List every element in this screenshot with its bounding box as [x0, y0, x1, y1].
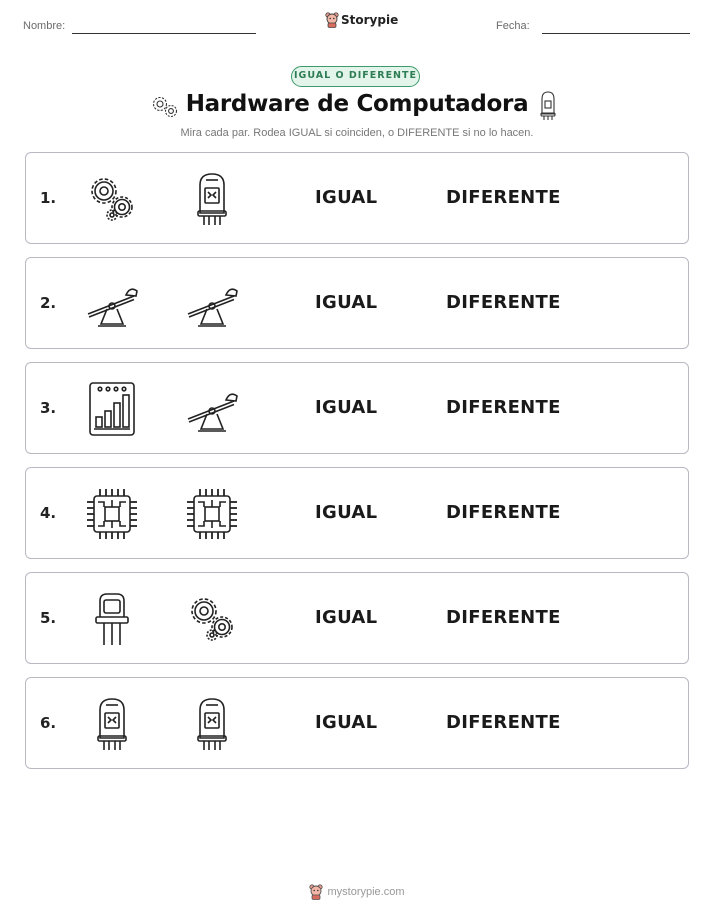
question-row	[25, 572, 689, 664]
question-number: 6.	[40, 714, 57, 732]
footer-site: mystorypie.com	[327, 886, 405, 898]
name-line[interactable]	[72, 33, 256, 34]
question-number: 2.	[40, 294, 57, 312]
lever-icon	[184, 381, 240, 437]
question-row	[25, 677, 689, 769]
bear-mascot-icon	[309, 884, 323, 900]
bear-mascot-icon	[325, 12, 339, 28]
question-row	[25, 362, 689, 454]
same-option[interactable]: IGUAL	[315, 502, 378, 523]
same-option[interactable]: IGUAL	[315, 607, 378, 628]
led-component-icon	[84, 591, 140, 647]
vacuum-tube-icon	[538, 90, 558, 122]
instructions: Mira cada par. Rodea IGUAL si coinciden, o DIFERENTE si no lo hacen.	[180, 127, 534, 139]
date-line[interactable]	[542, 33, 690, 34]
gears-icon	[184, 591, 240, 647]
date-label: Fecha:	[496, 20, 530, 32]
different-option[interactable]: DIFERENTE	[446, 292, 561, 313]
gears-icon	[84, 171, 140, 227]
question-number: 3.	[40, 399, 57, 417]
different-option[interactable]: DIFERENTE	[446, 187, 561, 208]
question-row	[25, 257, 689, 349]
lever-icon	[184, 276, 240, 332]
brand-name: Storypie	[341, 13, 399, 27]
question-number: 5.	[40, 609, 57, 627]
name-label: Nombre:	[23, 20, 66, 32]
bar-chart-board-icon	[84, 381, 140, 437]
question-number: 4.	[40, 504, 57, 522]
same-option[interactable]: IGUAL	[315, 187, 378, 208]
lever-icon	[84, 276, 140, 332]
different-option[interactable]: DIFERENTE	[446, 712, 561, 733]
footer	[0, 884, 714, 900]
different-option[interactable]: DIFERENTE	[446, 397, 561, 418]
same-option[interactable]: IGUAL	[315, 712, 378, 733]
question-row	[25, 152, 689, 244]
different-option[interactable]: DIFERENTE	[446, 607, 561, 628]
question-number: 1.	[40, 189, 57, 207]
vacuum-tube-icon	[184, 171, 240, 227]
vacuum-tube-icon	[184, 696, 240, 752]
brand-logo	[325, 12, 398, 28]
cpu-chip-icon	[84, 486, 140, 542]
same-option[interactable]: IGUAL	[315, 292, 378, 313]
different-option[interactable]: DIFERENTE	[446, 502, 561, 523]
same-option[interactable]: IGUAL	[315, 397, 378, 418]
question-row	[25, 467, 689, 559]
worksheet-type-badge: IGUAL O DIFERENTE	[291, 66, 420, 87]
vacuum-tube-icon	[84, 696, 140, 752]
page-title: Hardware de Computadora	[185, 91, 529, 117]
cpu-chip-icon	[184, 486, 240, 542]
